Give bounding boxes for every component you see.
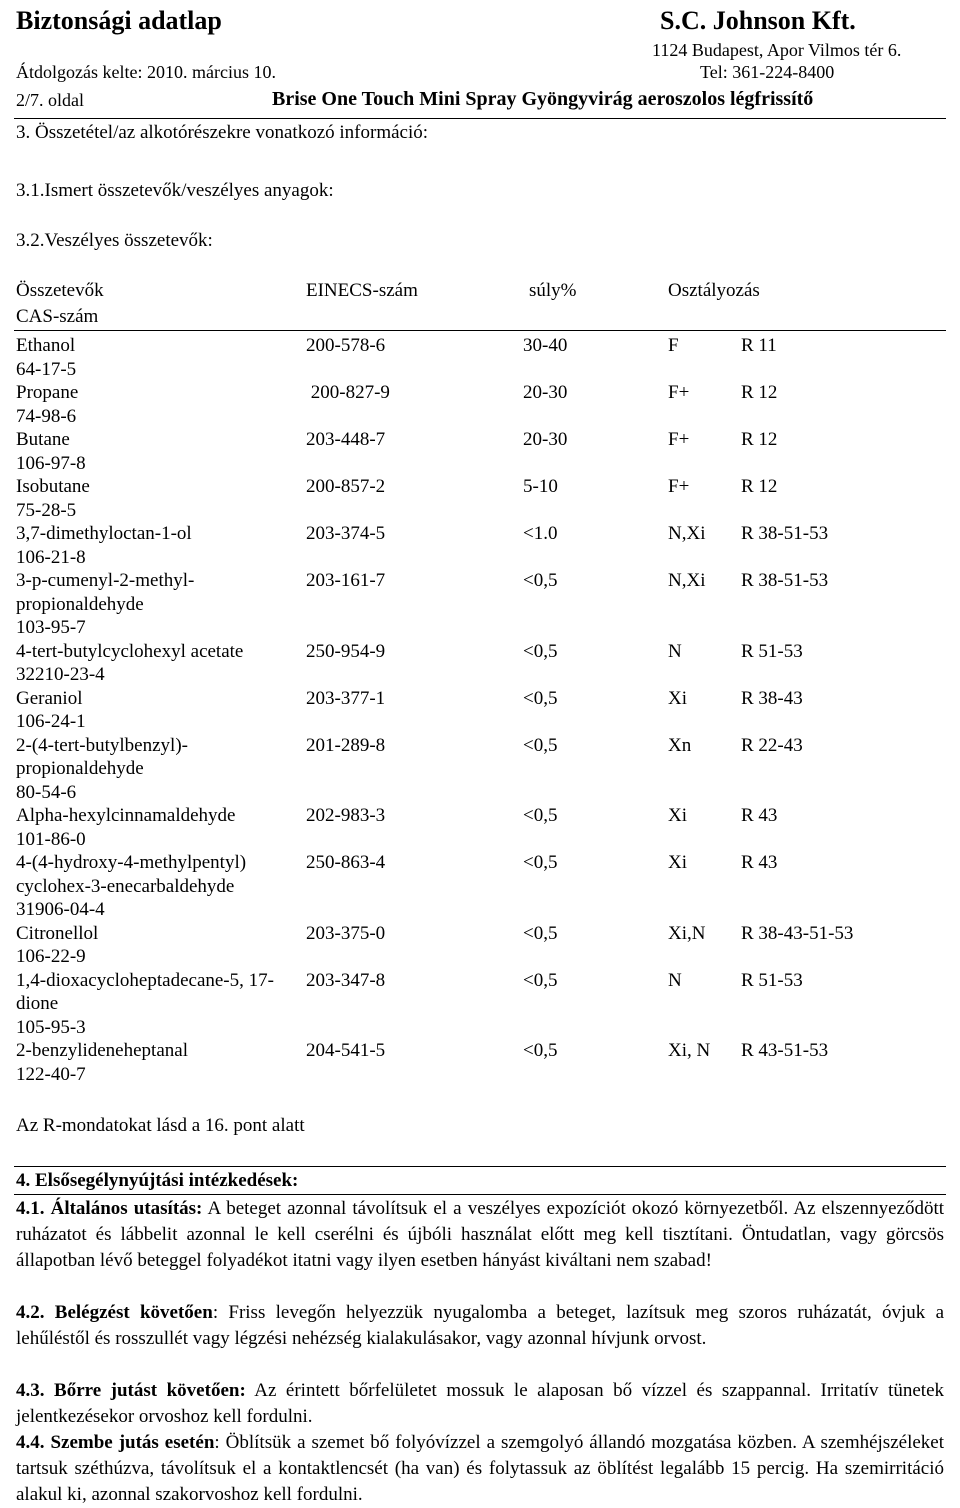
cas-number: 122-40-7 xyxy=(16,1063,86,1085)
classification-symbol: N xyxy=(668,640,682,662)
ingredient-name: Isobutane xyxy=(16,476,90,497)
r-phrase: R 12 xyxy=(741,382,778,403)
r-phrase: R 51-53 xyxy=(741,640,803,662)
cas-number: 75-28-5 xyxy=(16,499,77,521)
ingredient-name: 3-p-cumenyl-2-methyl-propionaldehyde xyxy=(16,570,195,615)
r-phrase: R 11 xyxy=(741,335,777,356)
ingredient-cell xyxy=(16,569,286,640)
einecs-number: 202-983-3 xyxy=(306,805,386,826)
r-phrase: R 51-53 xyxy=(741,969,803,991)
section-3-2-title: 3.2.Veszélyes összetevők: xyxy=(16,230,213,251)
classification-symbol: N,Xi xyxy=(668,523,706,544)
header-weight: súly% xyxy=(529,280,577,301)
company-address: 1124 Budapest, Apor Vilmos tér 6. xyxy=(652,40,902,60)
classification-symbol: Xi, N xyxy=(668,1040,711,1061)
company-phone: Tel: 361-224-8400 xyxy=(700,62,835,82)
r-phrase: R 12 xyxy=(741,429,778,450)
ingredient-name: 1,4-dioxacycloheptadecane-5, 17-dione xyxy=(16,969,274,1014)
r-phrase: R 43 xyxy=(741,805,778,826)
table-row xyxy=(16,922,916,969)
paragraph-4-1: 4.1. Általános utasítás: A beteget azonnal távolítsuk el a veszélyes expozíciót okozó környezetből. Az elszennyeződött ruházatot és lábbelit azonnal le kell cserélni és újbóli használat előtt meg kell tisztítani. Öntudatlan, vagy görcsös állapotban lévő beteggel folyadékot itatni vagy ilyen esetben hányást kiváltani nem szabad! xyxy=(16,1198,945,1271)
einecs-number: 200-857-2 xyxy=(306,476,386,497)
r-phrase: R 38-51-53 xyxy=(741,570,829,591)
weight-percent: <0,5 xyxy=(523,969,558,991)
ingredient-name: Citronellol xyxy=(16,922,99,944)
classification-symbol: Xi xyxy=(668,852,687,873)
weight-percent: 20-30 xyxy=(523,382,568,403)
document-title: Biztonsági adatlap xyxy=(16,6,222,35)
header-divider xyxy=(14,118,946,119)
ingredient-cell xyxy=(16,334,286,381)
table-row xyxy=(16,640,916,687)
weight-percent: <0,5 xyxy=(523,852,558,873)
r-phrase: R 22-43 xyxy=(741,734,803,756)
einecs-number: 204-541-5 xyxy=(306,1040,386,1061)
einecs-number: 203-377-1 xyxy=(306,687,386,709)
einecs-number: 200-578-6 xyxy=(306,335,386,356)
ingredient-cell xyxy=(16,1039,286,1086)
section-3-title: 3. Összetétel/az alkotórészekre vonatkozó információ: xyxy=(16,122,429,143)
classification-symbol: Xi xyxy=(668,805,687,826)
ingredient-name: 4-(4-hydroxy-4-methylpentyl) cyclohex-3-enecarbaldehyde xyxy=(16,852,247,897)
r-phrase: R 12 xyxy=(741,476,778,497)
cas-number: 74-98-6 xyxy=(16,405,77,427)
classification-symbol: F+ xyxy=(668,429,690,450)
table-row xyxy=(16,428,916,475)
table-row xyxy=(16,334,916,381)
ingredient-name: 4-tert-butylcyclohexyl acetate xyxy=(16,640,244,662)
table-row xyxy=(16,969,916,1040)
weight-percent: <0,5 xyxy=(523,734,558,756)
weight-percent: <0,5 xyxy=(523,687,558,709)
revision-date: Átdolgozás kelte: 2010. március 10. xyxy=(16,62,276,82)
ingredient-name: Butane xyxy=(16,429,70,450)
table-header xyxy=(16,278,916,326)
classification-symbol: F+ xyxy=(668,476,690,497)
einecs-number: 250-863-4 xyxy=(306,852,386,873)
cas-number: 103-95-7 xyxy=(16,617,86,638)
table-row xyxy=(16,569,916,640)
einecs-number: 203-375-0 xyxy=(306,922,386,944)
r-phrase: R 38-43 xyxy=(741,687,803,709)
classification-symbol: N,Xi xyxy=(668,570,706,591)
table-row xyxy=(16,804,916,851)
table-row xyxy=(16,734,916,805)
cas-number: 106-21-8 xyxy=(16,546,86,568)
einecs-number: 203-448-7 xyxy=(306,429,386,450)
weight-percent: <0,5 xyxy=(523,570,558,591)
ingredient-cell xyxy=(16,640,286,687)
cas-number: 105-95-3 xyxy=(16,1016,86,1038)
cas-number: 106-24-1 xyxy=(16,711,86,732)
classification-symbol: F xyxy=(668,335,679,356)
ingredient-cell xyxy=(16,922,286,969)
cas-number: 106-97-8 xyxy=(16,452,86,474)
header-classification: Osztályozás xyxy=(668,280,760,301)
ingredient-name: Ethanol xyxy=(16,335,76,356)
einecs-number: 200-827-9 xyxy=(306,382,390,403)
page-number: 2/7. oldal xyxy=(16,90,84,110)
cas-number: 32210-23-4 xyxy=(16,664,105,685)
r-phrase: R 43-51-53 xyxy=(741,1040,829,1061)
ingredient-name: 2-(4-tert-butylbenzyl)-propionaldehyde xyxy=(16,734,188,779)
table-row xyxy=(16,1039,916,1086)
ingredient-cell xyxy=(16,734,286,805)
ingredient-cell xyxy=(16,428,286,475)
paragraph-4-2: 4.2. Belégzést követően: Friss levegőn helyezzük nyugalomba a beteget, lazítsuk meg szoros ruházatát, óvjuk a lehűléstől és rosszullét vagy légzési nehézség kialakulásakor, vagy azonnal hívjunk orvost. xyxy=(16,1302,945,1349)
cas-number: 31906-04-4 xyxy=(16,899,105,920)
table-row xyxy=(16,475,916,522)
einecs-number: 203-161-7 xyxy=(306,570,386,591)
ingredient-cell xyxy=(16,381,286,428)
paragraph-4-4: 4.4. Szembe jutás esetén: Öblítsük a szemet bő folyóvízzel a szemgolyó állandó mozgatása közben. A szemhéjszéleket tartsuk széthúzva, távolítsuk el a kontaktlencsét (ha van) és folytassuk az öblítést legalább 15 percig. Ha szemirritáció alakul ki, azonnal szakorvoshoz kell fordulni. xyxy=(16,1432,944,1505)
section-4-divider xyxy=(14,1166,946,1167)
header-einecs: EINECS-szám xyxy=(306,280,418,301)
weight-percent: <1.0 xyxy=(523,523,558,544)
table-row xyxy=(16,851,916,922)
weight-percent: <0,5 xyxy=(523,1040,558,1061)
einecs-number: 250-954-9 xyxy=(306,640,386,662)
r-phrase: R 43 xyxy=(741,852,778,873)
table-row xyxy=(16,687,916,734)
classification-symbol: Xn xyxy=(668,734,692,756)
product-name: Brise One Touch Mini Spray Gyöngyvirág aeroszolos légfrissítő xyxy=(272,88,814,110)
einecs-number: 203-347-8 xyxy=(306,969,386,991)
weight-percent: <0,5 xyxy=(523,922,558,944)
weight-percent: 5-10 xyxy=(523,476,558,497)
r-phrase: R 38-51-53 xyxy=(741,523,829,544)
classification-symbol: F+ xyxy=(668,382,690,403)
cas-number: 106-22-9 xyxy=(16,946,86,967)
cas-number: 80-54-6 xyxy=(16,781,77,803)
einecs-number: 203-374-5 xyxy=(306,523,386,544)
ingredient-name: 2-benzylideneheptanal xyxy=(16,1040,188,1061)
ingredient-cell xyxy=(16,522,286,569)
section-4-title: 4. Elsősegélynyújtási intézkedések: xyxy=(16,1170,299,1191)
classification-symbol: Xi,N xyxy=(668,922,706,944)
section-4-title-divider xyxy=(14,1194,946,1195)
paragraph-4-3: 4.3. Bőrre jutást követően: Az érintett bőrfelületet mossuk le alaposan bő vízzel és szappannal. Irritatív tünetek jelentkezésekor orvoshoz kell fordulni. xyxy=(16,1380,944,1427)
header-ingredient: Összetevők CAS-szám xyxy=(16,280,104,327)
einecs-number: 201-289-8 xyxy=(306,734,386,756)
ingredient-name: Alpha-hexylcinnamaldehyde xyxy=(16,805,236,826)
weight-percent: 20-30 xyxy=(523,429,568,450)
ingredient-cell xyxy=(16,851,286,922)
table-header-divider xyxy=(14,330,946,331)
weight-percent: <0,5 xyxy=(523,805,558,826)
r-phrase: R 38-43-51-53 xyxy=(741,922,854,944)
ingredient-cell xyxy=(16,475,286,522)
table-row xyxy=(16,381,916,428)
ingredient-name: 3,7-dimethyloctan-1-ol xyxy=(16,523,192,544)
table-row xyxy=(16,522,916,569)
ingredients-table xyxy=(16,278,916,1085)
weight-percent: <0,5 xyxy=(523,640,558,662)
section-3-1-title: 3.1.Ismert összetevők/veszélyes anyagok: xyxy=(16,180,334,201)
cas-number: 101-86-0 xyxy=(16,828,86,850)
weight-percent: 30-40 xyxy=(523,335,568,356)
ingredient-cell xyxy=(16,687,286,734)
ingredient-name: Propane xyxy=(16,382,79,403)
company-name: S.C. Johnson Kft. xyxy=(660,6,856,35)
r-phrases-note: Az R-mondatokat lásd a 16. pont alatt xyxy=(16,1115,305,1136)
cas-number: 64-17-5 xyxy=(16,358,77,380)
ingredient-cell xyxy=(16,804,286,851)
ingredient-name: Geraniol xyxy=(16,687,83,709)
ingredient-cell xyxy=(16,969,286,1040)
classification-symbol: N xyxy=(668,969,682,991)
classification-symbol: Xi xyxy=(668,687,687,709)
